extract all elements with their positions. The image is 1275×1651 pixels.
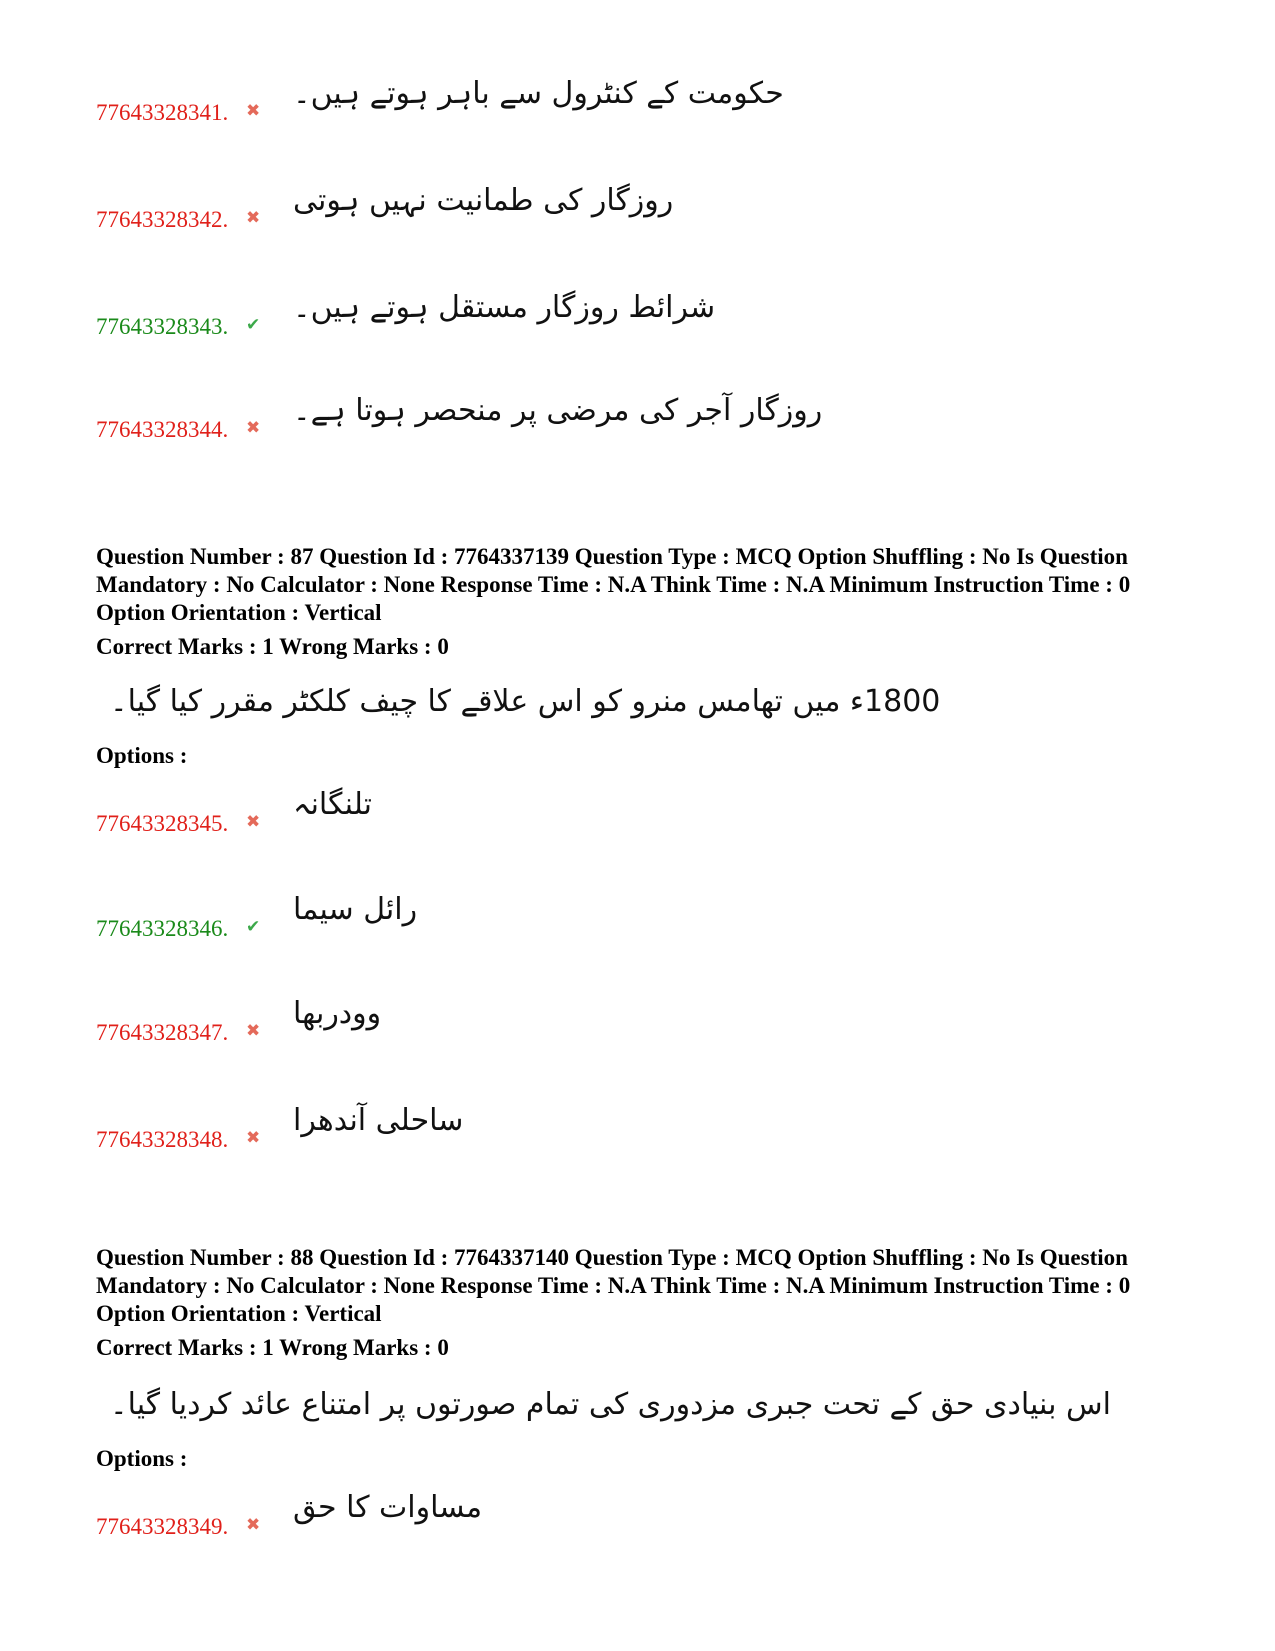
option-text: رائل سیما — [293, 892, 418, 927]
option-row — [96, 986, 796, 1046]
option-text: تلنگانہ — [293, 787, 372, 822]
question-meta: Question Number : 88 Question Id : 7764337140 Question Type : MCQ Option Shuffling : No Is Question Mandatory : No Calculator : None Response Time : N.A Think Time : N.A Minimum Instruction Time : 0 Option Orientation : Vertical — [96, 1245, 1131, 1326]
option-row — [96, 882, 796, 942]
option-row — [96, 1480, 796, 1540]
option-row — [96, 280, 796, 340]
option-id: 77643328343. — [96, 314, 229, 339]
options-label: Options : — [96, 743, 188, 768]
option-text: حکومت کے کنٹرول سے باہر ہوتے ہیں۔ — [293, 76, 784, 111]
option-id: 77643328341. — [96, 100, 229, 125]
option-row — [96, 66, 796, 126]
option-id: 77643328342. — [96, 207, 229, 232]
question-marks: Correct Marks : 1 Wrong Marks : 0 — [96, 634, 449, 659]
option-text: روزگار آجر کی مرضی پر منحصر ہوتا ہے۔ — [293, 393, 823, 428]
option-row — [96, 383, 823, 443]
option-id: 77643328347. — [96, 1020, 229, 1045]
options-label: Options : — [96, 1446, 188, 1471]
cross-icon: ✖ — [246, 1515, 261, 1535]
option-text: روزگار کی طمانیت نہیں ہوتی — [293, 183, 674, 218]
cross-icon: ✖ — [246, 1128, 261, 1148]
cross-icon: ✖ — [246, 1021, 261, 1041]
option-text: وودربھا — [293, 996, 382, 1031]
option-row — [96, 777, 796, 837]
question-marks: Correct Marks : 1 Wrong Marks : 0 — [96, 1335, 449, 1360]
option-row — [96, 1093, 796, 1153]
option-id: 77643328348. — [96, 1127, 229, 1152]
question-text: اس بنیادی حق کے تحت جبری مزدوری کی تمام صورتوں پر امتناع عائد کردیا گیا۔ — [110, 1387, 1111, 1422]
check-icon: ✔ — [246, 917, 261, 937]
option-row — [96, 173, 796, 233]
check-icon: ✔ — [246, 315, 261, 335]
option-text: شرائط روزگار مستقل ہوتے ہیں۔ — [293, 290, 716, 325]
cross-icon: ✖ — [246, 208, 261, 228]
option-id: 77643328344. — [96, 417, 229, 442]
cross-icon: ✖ — [246, 418, 261, 438]
option-text: مساوات کا حق — [293, 1490, 483, 1525]
option-id: 77643328349. — [96, 1514, 229, 1539]
question-meta: Question Number : 87 Question Id : 7764337139 Question Type : MCQ Option Shuffling : No Is Question Mandatory : No Calculator : None Response Time : N.A Think Time : N.A Minimum Instruction Time : 0 Option Orientation : Vertical — [96, 544, 1131, 625]
cross-icon: ✖ — [246, 101, 261, 121]
option-id: 77643328346. — [96, 916, 229, 941]
question-text: 1800ء میں تھامس منرو کو اس علاقے کا چیف کلکٹر مقرر کیا گیا۔ — [110, 684, 941, 719]
cross-icon: ✖ — [246, 812, 261, 832]
option-id: 77643328345. — [96, 811, 229, 836]
option-text: ساحلی آندھرا — [293, 1103, 464, 1138]
